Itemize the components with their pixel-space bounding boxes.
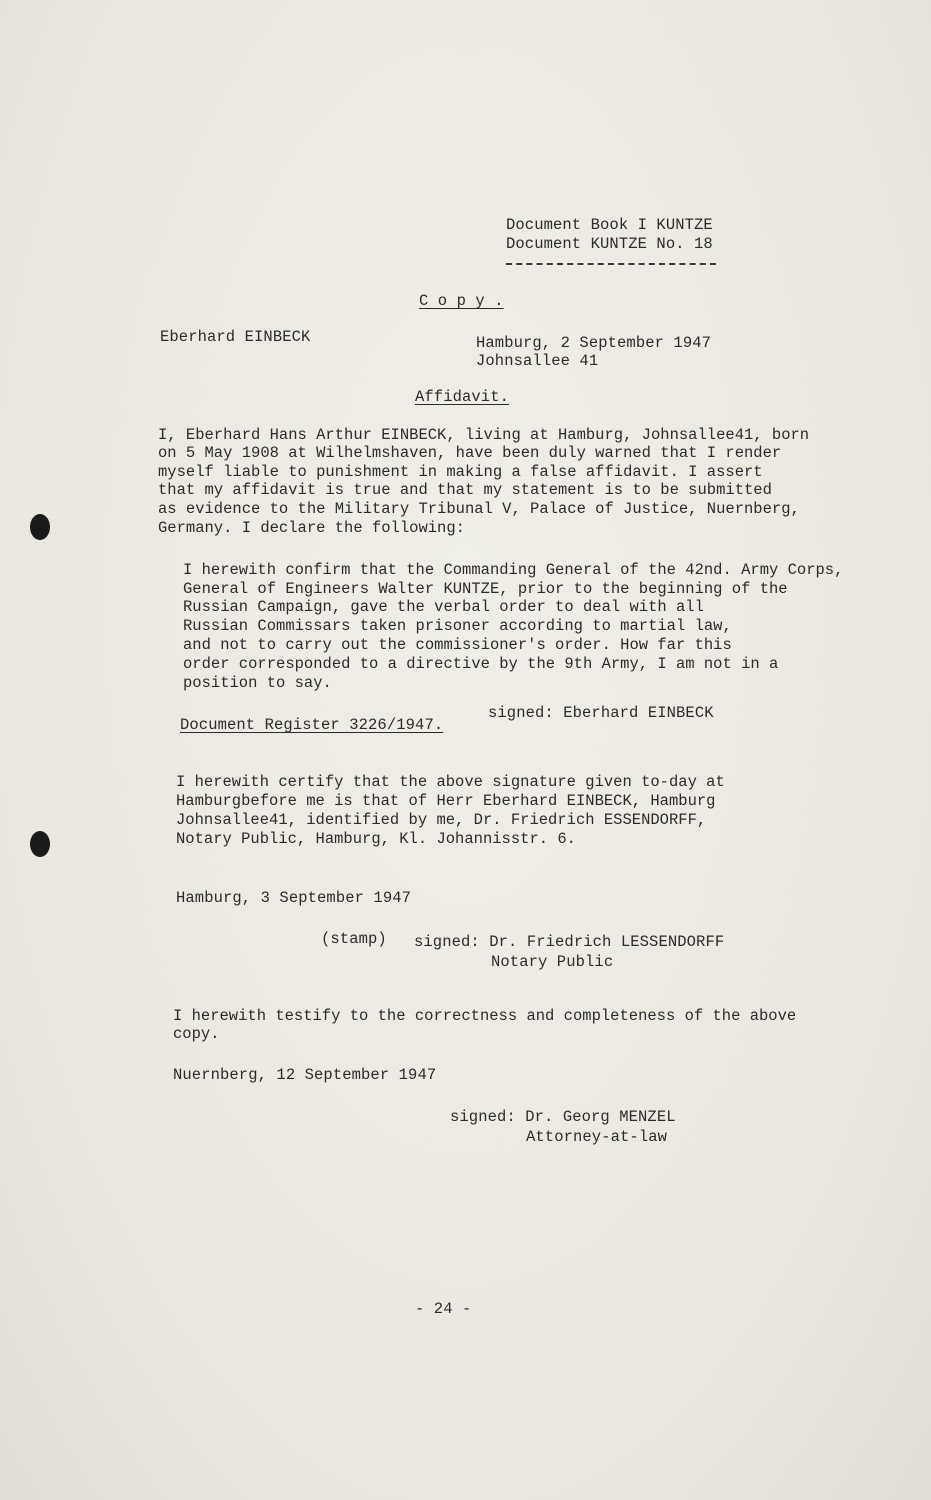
page-number: - 24 - bbox=[415, 1300, 472, 1318]
place-date: Hamburg, 2 September 1947 bbox=[476, 334, 712, 352]
statement-line: Russian Commissars taken prisoner according to martial law, bbox=[183, 617, 732, 635]
statement-line: General of Engineers Walter KUNTZE, prior to the beginning of the bbox=[183, 580, 788, 598]
cert-line: Johnsallee41, identified by me, Dr. Friedrich ESSENDORFF, bbox=[176, 811, 707, 829]
address: Johnsallee 41 bbox=[476, 352, 599, 370]
document-number-label: Document KUNTZE No. 18 bbox=[506, 235, 713, 253]
testify-date: Nuernberg, 12 September 1947 bbox=[173, 1066, 437, 1084]
statement-line: position to say. bbox=[183, 674, 332, 692]
intro-line: myself liable to punishment in making a false affidavit. I assert bbox=[158, 463, 763, 481]
statement-line: and not to carry out the commissioner's order. How far this bbox=[183, 636, 732, 654]
intro-line: on 5 May 1908 at Wilhelmshaven, have been duly warned that I render bbox=[158, 444, 782, 462]
punch-hole-bottom bbox=[30, 831, 50, 857]
statement-line: order corresponded to a directive by the 9th Army, I am not in a bbox=[183, 655, 779, 673]
cert-line: I herewith certify that the above signature given to-day at bbox=[176, 773, 725, 791]
intro-line: that my affidavit is true and that my statement is to be submitted bbox=[158, 481, 772, 499]
intro-line: I, Eberhard Hans Arthur EINBECK, living at Hamburg, Johnsallee41, born bbox=[158, 426, 810, 444]
stamp-note: (stamp) bbox=[321, 930, 387, 948]
signed-notary: signed: Dr. Friedrich LESSENDORFF bbox=[414, 933, 725, 951]
document-book-label: Document Book I KUNTZE bbox=[506, 216, 713, 234]
certification-date: Hamburg, 3 September 1947 bbox=[176, 889, 412, 907]
affidavit-title: Affidavit. bbox=[415, 388, 510, 406]
statement-line: I herewith confirm that the Commanding General of the 42nd. Army Corps, bbox=[183, 561, 844, 579]
statement-line: Russian Campaign, gave the verbal order to deal with all bbox=[183, 598, 704, 616]
cert-line: Hamburgbefore me is that of Herr Eberhard EINBECK, Hamburg bbox=[176, 792, 716, 810]
signed-einbeck: signed: Eberhard EINBECK bbox=[488, 704, 714, 722]
document-register: Document Register 3226/1947. bbox=[180, 716, 444, 734]
punch-hole-top bbox=[30, 514, 50, 540]
notary-title: Notary Public bbox=[491, 953, 614, 971]
signed-menzel: signed: Dr. Georg MENZEL bbox=[450, 1108, 676, 1126]
intro-line: as evidence to the Military Tribunal V, Palace of Justice, Nuernberg, bbox=[158, 500, 800, 518]
testify-line: copy. bbox=[173, 1025, 220, 1043]
testify-line: I herewith testify to the correctness and completeness of the above bbox=[173, 1007, 797, 1025]
cert-line: Notary Public, Hamburg, Kl. Johannisstr. 6. bbox=[176, 830, 576, 848]
intro-line: Germany. I declare the following: bbox=[158, 519, 465, 537]
menzel-title: Attorney-at-law bbox=[526, 1128, 668, 1146]
copy-title: C o p y . bbox=[419, 292, 504, 310]
author-name: Eberhard EINBECK bbox=[160, 328, 311, 346]
header-divider bbox=[506, 263, 716, 265]
